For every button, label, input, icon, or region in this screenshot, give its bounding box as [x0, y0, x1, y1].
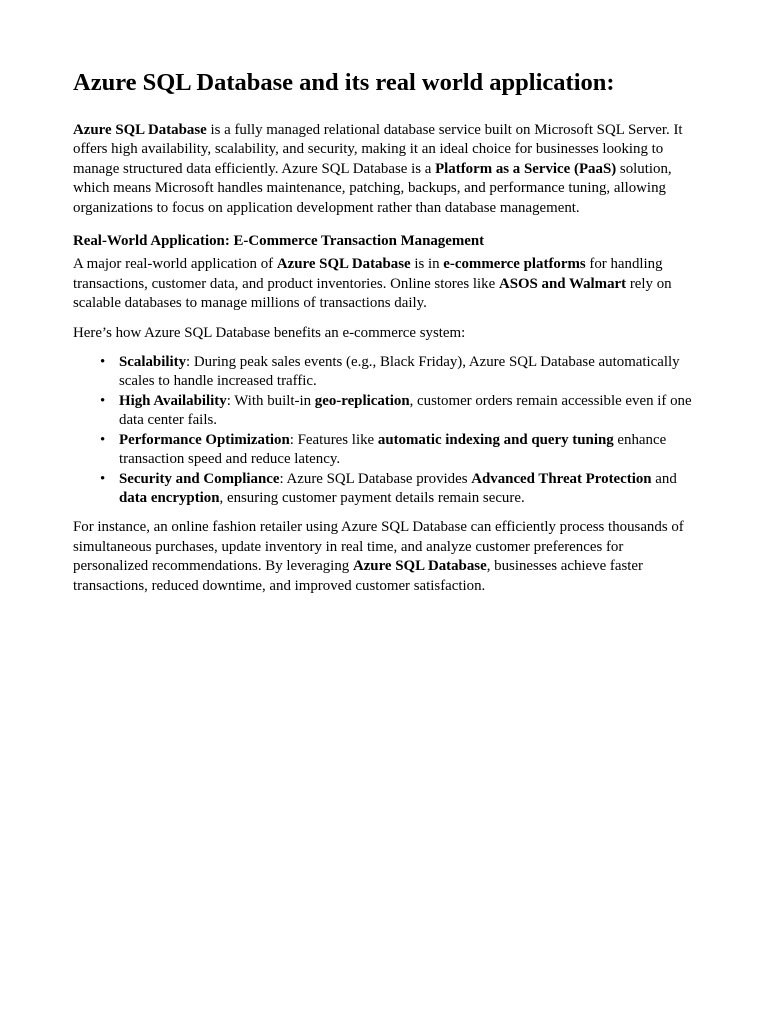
- bullet-bold-2: Advanced Threat Protection: [471, 470, 652, 487]
- closing-bold-1: Azure SQL Database: [352, 558, 487, 575]
- bullet-text-1: : Features like: [289, 431, 378, 448]
- section-text-2: is in: [410, 256, 444, 273]
- bullet-bold-1: Security and Compliance: [119, 470, 280, 487]
- list-item: [100, 470, 701, 509]
- bullet-bold-1: Scalability: [119, 354, 187, 371]
- benefits-list: [73, 353, 701, 508]
- document-page: [73, 66, 701, 606]
- list-item: [100, 392, 701, 431]
- bullet-text-1: : With built-in: [226, 392, 315, 409]
- closing-paragraph: [73, 518, 701, 596]
- section-paragraph: [73, 255, 701, 313]
- bullet-icon: •: [100, 392, 106, 409]
- bullet-text-2: , customer orders remain accessible even if one data center fails.: [119, 392, 692, 429]
- bullet-text-1: : Azure SQL Database provides: [279, 470, 472, 487]
- section-heading: Real-World Application: E-Commerce Transaction Management: [73, 233, 485, 250]
- closing-text-2: , businesses achieve faster transactions, reduced downtime, and improved customer satisfaction.: [73, 558, 643, 594]
- intro-paragraph: [73, 121, 701, 218]
- section-text-4: rely on scalable databases to manage millions of transactions daily.: [73, 275, 672, 312]
- bullet-bold-1: Performance Optimization: [119, 431, 290, 448]
- section-text-1: A major real-world application of: [73, 256, 277, 273]
- intro-bold-1: Azure SQL Database: [73, 122, 207, 138]
- bullet-bold-2: geo-replication: [314, 392, 410, 409]
- section-bold-3: ASOS and Walmart: [498, 275, 627, 292]
- section-text-3: for handling transactions, customer data, and product inventories. Online stores like: [73, 256, 663, 292]
- bullet-icon: •: [100, 354, 106, 371]
- section-bold-1: Azure SQL Database: [276, 256, 411, 273]
- bullet-icon: •: [100, 470, 106, 487]
- intro-bold-2: Platform as a Service (PaaS): [435, 160, 617, 177]
- intro-text-1: is a fully managed relational database service built on Microsoft SQL Server. It offers high availability, scalability, and security, making it an ideal choice for businesses looking to manage structured data efficiently. Azure SQL Database is a: [73, 122, 683, 177]
- closing-text-1: For instance, an online fashion retailer using Azure SQL Database can efficiently process thousands of simultaneous purchases, update inventory in real time, and analyze customer preferences for personalized recommendations. By leveraging: [73, 519, 684, 575]
- bullet-text-2: enhance transaction speed and reduce latency.: [119, 431, 667, 468]
- bullet-text-1: : During peak sales events (e.g., Black Friday), Azure SQL Database automatically scales to handle increased traffic.: [119, 354, 680, 390]
- bullet-text-2: and: [651, 470, 677, 487]
- page-title: Azure SQL Database and its real world application:: [73, 69, 615, 96]
- bullet-bold-3: data encryption: [119, 489, 220, 506]
- bullet-bold-2: automatic indexing and query tuning: [377, 431, 614, 448]
- section-bold-2: e-commerce platforms: [443, 256, 586, 273]
- list-item: [100, 431, 701, 470]
- benefits-intro: Here’s how Azure SQL Database benefits an e-commerce system:: [73, 324, 466, 341]
- intro-text-2: solution, which means Microsoft handles maintenance, patching, backups, and performance tuning, allowing organizations to focus on application development rather than database management.: [73, 160, 672, 216]
- list-item: [100, 353, 701, 392]
- bullet-bold-1: High Availability: [119, 392, 227, 409]
- bullet-text-3: , ensuring customer payment details remain secure.: [219, 489, 525, 506]
- bullet-icon: •: [100, 431, 106, 448]
